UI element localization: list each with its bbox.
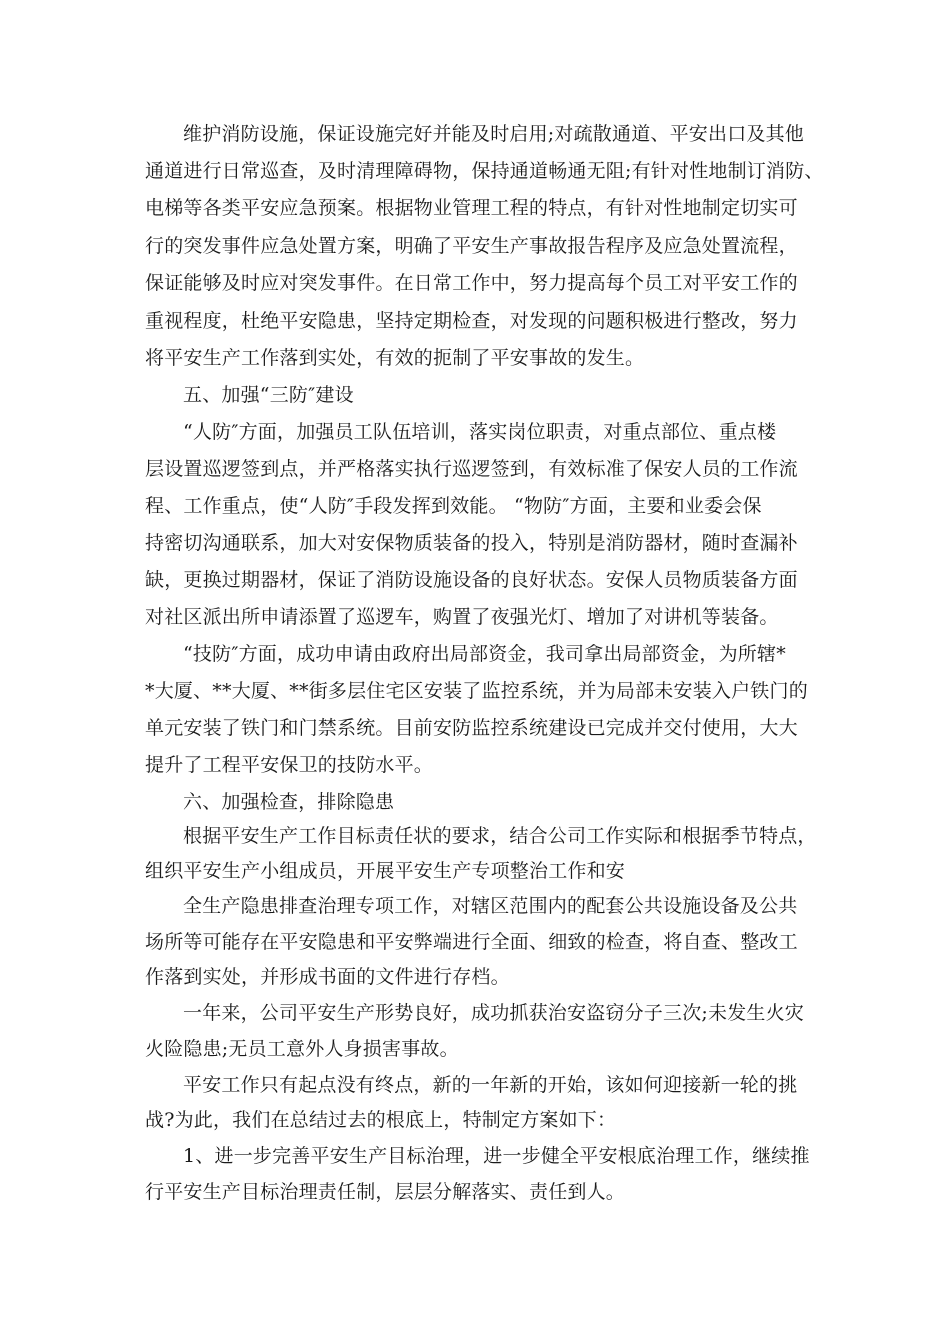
body-text-line: 维护消防设施，保证设施完好并能及时启用;对疏散通道、平安出口及其他 [183, 123, 805, 145]
body-text-line: 根据平安生产工作目标责任状的要求，结合公司工作实际和根据季节特点， [183, 825, 817, 847]
body-text-line: 缺，更换过期器材，保证了消防设施设备的良好状态。安保人员物质装备方面 [145, 569, 798, 591]
body-text-line: 电梯等各类平安应急预案。根据物业管理工程的特点，有针对性地制定切实可 [145, 197, 798, 219]
body-text-line: 持密切沟通联系，加大对安保物质装备的投入，特别是消防器材，随时查漏补 [145, 532, 798, 554]
body-text-line: 火险隐患;无员工意外人身损害事故。 [145, 1038, 459, 1060]
body-text-line: 行平安生产目标治理责任制，层层分解落实、责任到人。 [145, 1181, 626, 1203]
body-text-line: 一年来，公司平安生产形势良好，成功抓获治安盗窃分子三次;未发生火灾 [183, 1002, 805, 1024]
body-text-line: 组织平安生产小组成员，开展平安生产专项整治工作和安 [145, 860, 626, 882]
section-heading: 六、加强检查，排除隐患 [183, 791, 395, 813]
body-text-line: “技防″方面，成功申请由政府出局部资金，我司拿出局部资金，为所辖* [183, 643, 786, 665]
body-text-line: 单元安装了铁门和门禁系统。目前安防监控系统建设已完成并交付使用，大大 [145, 717, 798, 739]
body-text-line: 将平安生产工作落到实处，有效的扼制了平安事故的发生。 [145, 347, 645, 369]
body-text-line: 提升了工程平安保卫的技防水平。 [145, 754, 434, 776]
body-text-line: 全生产隐患排查治理专项工作，对辖区范围内的配套公共设施设备及公共 [183, 895, 798, 917]
body-text-line: 1、进一步完善平安生产目标治理，进一步健全平安根底治理工作，继续推 [183, 1145, 810, 1167]
body-text-line: 平安工作只有起点没有终点，新的一年新的开始，该如何迎接新一轮的挑 [183, 1074, 798, 1096]
body-text-line: 场所等可能存在平安隐患和平安弊端进行全面、细致的检查，将自查、整改工 [145, 931, 798, 953]
section-heading: 五、加强“三防″建设 [183, 384, 354, 406]
body-text-line: 对社区派出所申请添置了巡逻车，购置了夜强光灯、增加了对讲机等装备。 [145, 606, 779, 628]
body-text-line: 保证能够及时应对突发事件。在日常工作中，努力提高每个员工对平安工作的 [145, 272, 798, 294]
body-text-line: 作落到实处，并形成书面的文件进行存档。 [145, 966, 510, 988]
body-text-line: 层设置巡逻签到点，并严格落实执行巡逻签到，有效标准了保安人员的工作流 [145, 458, 798, 480]
body-text-line: 重视程度，杜绝平安隐患，坚持定期检查，对发现的问题积极进行整改，努力 [145, 310, 798, 332]
body-text-line: 行的突发事件应急处置方案，明确了平安生产事故报告程序及应急处置流程， [145, 235, 798, 257]
body-text-line: 战?为此，我们在总结过去的根底上，特制定方案如下： [145, 1109, 617, 1131]
body-text-line: *大厦、**大厦、**街多层住宅区安装了监控系统，并为局部未安装入户铁门的 [145, 680, 808, 702]
body-text-line: 程、工作重点，使“人防″手段发挥到效能。 “物防″方面，主要和业委会保 [145, 495, 762, 517]
body-text-line: 通道进行日常巡查，及时清理障碍物，保持通道畅通无阻;有针对性地制订消防、 [145, 160, 824, 182]
body-text-line: “人防″方面，加强员工队伍培训，落实岗位职责，对重点部位、重点楼 [183, 421, 777, 443]
